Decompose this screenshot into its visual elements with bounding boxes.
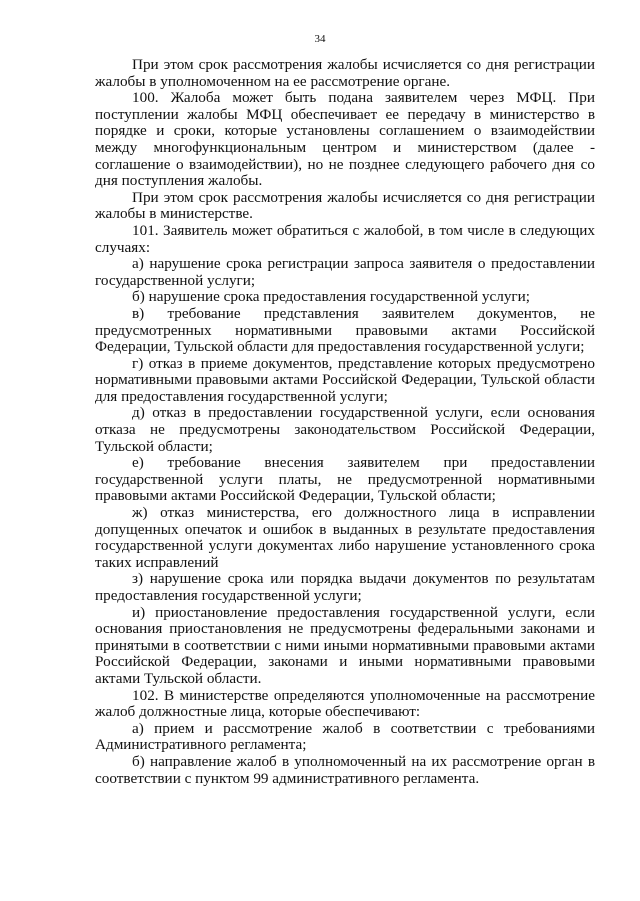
document-body	[95, 57, 595, 787]
list-item-e: е) требование внесения заявителем при предоставлении государственной услуги платы, не предусмотренной нормативными правовыми актами Российской Федерации, Тульской области;	[95, 454, 595, 505]
list-item-b: б) нарушение срока предоставления государственной услуги;	[132, 288, 530, 306]
paragraph-review-period-ministry: При этом срок рассмотрения жалобы исчисляется со дня регистрации жалобы в министерстве.	[95, 188, 595, 223]
paragraph-102-responsible-officials: 102. В министерстве определяются уполномоченные на рассмотрение жалоб должностные лица, которые обеспечивают:	[95, 686, 595, 721]
page-number: 34	[314, 33, 326, 45]
list-item-g: г) отказ в приеме документов, представление которых предусмотрено нормативными правовыми актами Российской Федерации, Тульской области для предоставления государственной услуги;	[95, 354, 595, 405]
paragraph-review-period-authority: При этом срок рассмотрения жалобы исчисляется со дня регистрации жалобы в уполномоченном на ее рассмотрение органе.	[95, 56, 595, 90]
paragraph-100-mfc-submission: 100. Жалоба может быть подана заявителем через МФЦ. При поступлении жалобы МФЦ обеспечивает ее передачу в министерство в порядке и сроки, которые установлены соглашением о взаимодействии между многофункциональным центром и министерством (далее - соглашение о взаимодействии), но не позднее следующего рабочего дня со дня поступления жалобы.	[95, 89, 595, 190]
paragraph-101-complaint-cases: 101. Заявитель может обратиться с жалобой, в том числе в следующих случаях:	[95, 221, 595, 256]
list-item-z: з) нарушение срока или порядка выдачи документов по результатам предоставления государственной услуги;	[95, 570, 595, 604]
list-item-v: в) требование представления заявителем документов, не предусмотренных нормативными правовыми актами Российской Федерации, Тульской области для предоставления государственной услуги;	[95, 304, 595, 356]
list-item-102-a: а) прием и рассмотрение жалоб в соответствии с требованиями Административного регламента;	[95, 719, 595, 754]
list-item-a: а) нарушение срока регистрации запроса заявителя о предоставлении государственной услуги;	[95, 255, 595, 289]
list-item-zh: ж) отказ министерства, его должностного лица в исправлении допущенных опечаток и ошибок в выданных в результате предоставления государственной услуги документах либо нарушение установленного срока таких исправлений	[95, 504, 595, 571]
list-item-i: и) приостановление предоставления государственной услуги, если основания приостановления не предусмотрены федеральными законами и принятыми в соответствии с ними иными нормативными правовыми актами Российской Федерации, законами и иными нормативными правовыми актами Тульской области.	[95, 603, 595, 687]
list-item-d: д) отказ в предоставлении государственной услуги, если основания отказа не предусмотрены законодательством Российской Федерации, Тульской области;	[95, 404, 595, 455]
list-item-102-b: б) направление жалоб в уполномоченный на их рассмотрение орган в соответствии с пунктом 99 административного регламента.	[95, 752, 595, 787]
